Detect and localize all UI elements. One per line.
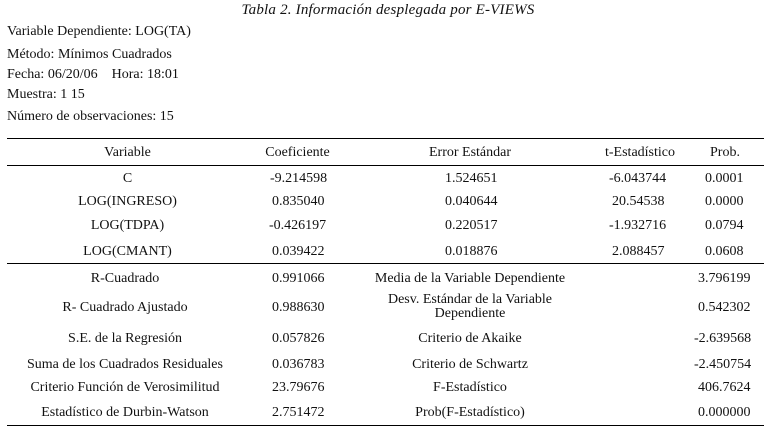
sample-line: Muestra: 1 15 — [7, 87, 85, 102]
prob-value: 0.0608 — [705, 244, 744, 259]
std-error-value: 0.018876 — [445, 244, 498, 259]
table-bottom-rule — [7, 425, 764, 426]
stat-value: -2.639568 — [694, 331, 752, 346]
observations-line: Número de observaciones: 15 — [7, 109, 174, 124]
method-line: Método: Mínimos Cuadrados — [7, 47, 172, 62]
t-stat-value: -6.043744 — [609, 171, 667, 186]
stat-label: Criterio Función de Verosimilitud — [30, 380, 220, 395]
std-error-value: 0.220517 — [445, 218, 498, 233]
stat-label: R- Cuadrado Ajustado — [62, 300, 188, 315]
variable-name: LOG(CMANT) — [83, 244, 172, 259]
date-time-line: Fecha: 06/20/06 Hora: 18:01 — [7, 67, 179, 82]
column-header: Error Estándar — [428, 145, 512, 160]
t-stat-value: 2.088457 — [612, 244, 665, 259]
stat-label: Suma de los Cuadrados Residuales — [27, 357, 223, 372]
column-header: Variable — [104, 145, 151, 160]
prob-value: 0.0794 — [705, 218, 744, 233]
stat-label: Media de la Variable Dependiente — [374, 271, 566, 286]
t-stat-value: -1.932716 — [609, 218, 667, 233]
column-header: t-Estadístico — [605, 145, 675, 160]
stat-value: 0.036783 — [272, 357, 325, 372]
std-error-value: 1.524651 — [445, 171, 498, 186]
section-rule — [7, 263, 764, 264]
table-caption: Tabla 2. Información desplegada por E-VIEWS — [241, 2, 535, 18]
stat-label: R-Cuadrado — [90, 271, 160, 286]
stat-value: 0.542302 — [698, 300, 751, 315]
stat-value: 0.057826 — [272, 331, 325, 346]
column-header: Coeficiente — [265, 145, 330, 160]
variable-name: C — [122, 171, 133, 186]
stat-label: Prob(F-Estadístico) — [415, 405, 525, 420]
stat-value: 3.796199 — [698, 271, 751, 286]
stat-value: 406.7624 — [698, 380, 751, 395]
stat-label: S.E. de la Regresión — [68, 331, 182, 346]
column-header: Prob. — [710, 145, 740, 160]
stat-label: F-Estadístico — [433, 380, 507, 395]
header-rule — [7, 165, 764, 166]
stat-value: 0.988630 — [272, 300, 325, 315]
prob-value: 0.0000 — [705, 194, 744, 209]
std-error-value: 0.040644 — [445, 194, 498, 209]
dependent-variable-line: Variable Dependiente: LOG(TA) — [7, 24, 191, 39]
variable-name: LOG(TDPA) — [90, 218, 165, 233]
stat-value: 2.751472 — [272, 405, 325, 420]
stat-label: Criterio de Akaike — [418, 331, 522, 346]
coefficient-value: 0.835040 — [272, 194, 325, 209]
coefficient-value: 0.039422 — [272, 244, 325, 259]
stat-label: Desv. Estándar de la Variable Dependiente — [387, 292, 553, 321]
coefficient-value: -9.214598 — [270, 171, 328, 186]
coefficient-value: -0.426197 — [269, 218, 327, 233]
stat-value: -2.450754 — [694, 357, 752, 372]
table-top-rule — [7, 138, 764, 139]
stat-value: 0.000000 — [698, 405, 751, 420]
stat-label: Estadístico de Durbin-Watson — [41, 405, 209, 420]
prob-value: 0.0001 — [705, 171, 744, 186]
stat-label: Criterio de Schwartz — [412, 357, 528, 372]
variable-name: LOG(INGRESO) — [78, 194, 177, 209]
stat-value: 0.991066 — [272, 271, 325, 286]
t-stat-value: 20.54538 — [612, 194, 665, 209]
stat-value: 23.79676 — [272, 380, 325, 395]
